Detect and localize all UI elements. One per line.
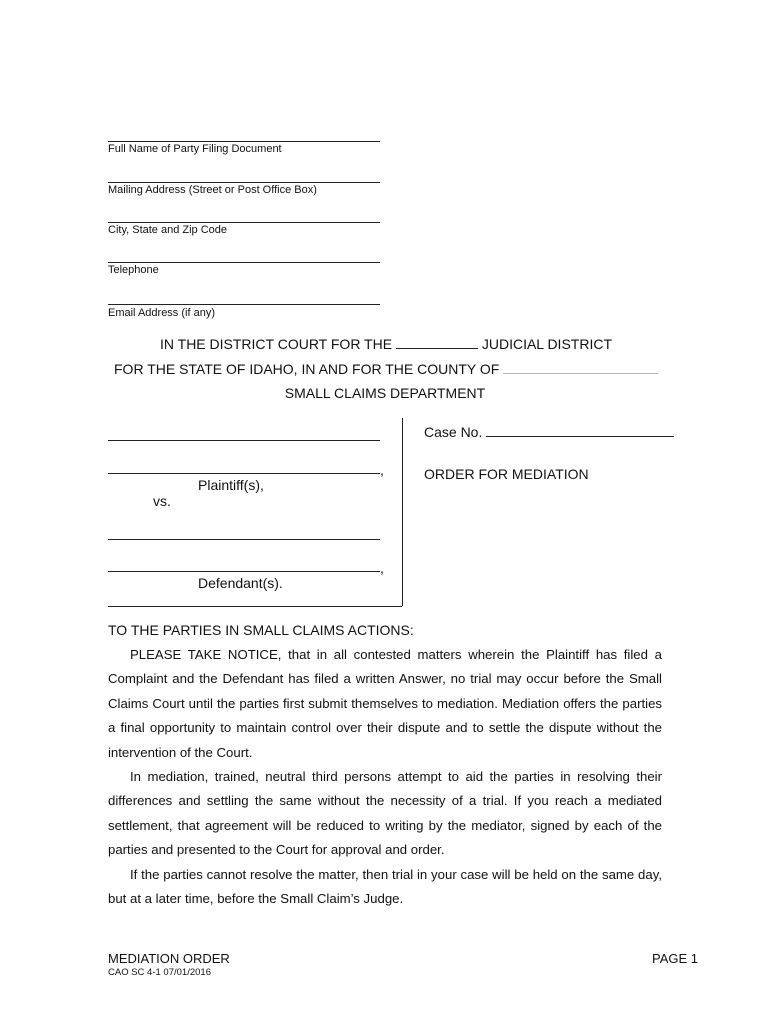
court-heading-line1-prefix: IN THE DISTRICT COURT FOR THE	[160, 336, 393, 352]
footer-title: MEDIATION ORDER	[108, 951, 230, 966]
court-heading-line2-prefix: FOR THE STATE OF IDAHO, IN AND FOR THE COUNTY OF	[114, 361, 500, 377]
judicial-district-blank[interactable]	[396, 336, 478, 349]
email-label: Email Address (if any)	[108, 307, 215, 319]
county-blank[interactable]	[503, 361, 658, 374]
case-number	[424, 424, 674, 440]
email-line[interactable]	[108, 304, 380, 305]
notice-body	[108, 643, 662, 911]
full-name-label: Full Name of Party Filing Document	[108, 143, 282, 155]
footer-form-code: CAO SC 4-1 07/01/2016	[108, 967, 211, 978]
telephone-label: Telephone	[108, 264, 159, 276]
caption-bottom-rule	[108, 606, 402, 607]
caption-divider	[402, 418, 403, 606]
mailing-address-line[interactable]	[108, 182, 380, 183]
salutation: TO THE PARTIES IN SMALL CLAIMS ACTIONS:	[108, 622, 414, 638]
case-number-blank[interactable]	[486, 424, 674, 437]
plaintiff-name-line-1[interactable]	[108, 440, 380, 441]
defendant-name-line-1[interactable]	[108, 539, 380, 540]
case-number-label: Case No.	[424, 424, 483, 440]
paragraph-notice: PLEASE TAKE NOTICE, that in all contested matters wherein the Plaintiff has filed a Complaint and the Defendant has filed a written Answer, no trial may occur before the Small Claims Court until the parties first submit themselves to mediation. Mediation offers the parties a final opportunity to maintain control over their dispute and to settle the dispute without the intervention of the Court.	[108, 647, 662, 760]
full-name-line[interactable]	[108, 141, 380, 142]
court-heading-line3: SMALL CLAIMS DEPARTMENT	[284, 385, 486, 401]
telephone-line[interactable]	[108, 262, 380, 263]
defendant-comma: ,	[380, 560, 384, 576]
city-state-zip-line[interactable]	[108, 222, 380, 223]
plaintiff-comma: ,	[380, 462, 384, 478]
court-heading-line1-suffix: JUDICIAL DISTRICT	[481, 336, 612, 352]
plaintiff-label: Plaintiff(s),	[198, 477, 264, 493]
court-heading-line1	[160, 336, 612, 352]
mailing-address-label: Mailing Address (Street or Post Office Box)	[108, 184, 317, 196]
plaintiff-name-line-2[interactable]	[108, 473, 380, 474]
order-title: ORDER FOR MEDIATION	[424, 466, 589, 482]
court-heading-line2	[114, 361, 658, 377]
city-state-zip-label: City, State and Zip Code	[108, 224, 228, 236]
defendant-name-line-2[interactable]	[108, 571, 380, 572]
defendant-label: Defendant(s).	[198, 575, 283, 591]
footer-page-number: PAGE 1	[652, 951, 699, 966]
vs-label: vs.	[153, 493, 171, 509]
paragraph-mediation: In mediation, trained, neutral third persons attempt to aid the parties in resolving their differences and settling the same without the necessity of a trial. If you reach a mediated settlement, that agreement will be reduced to writing by the mediator, signed by each of the parties and presented to the Court for approval and order.	[108, 769, 662, 858]
paragraph-trial: If the parties cannot resolve the matter, then trial in your case will be held on the same day, but at a later time, before the Small Claim’s Judge.	[108, 866, 662, 907]
